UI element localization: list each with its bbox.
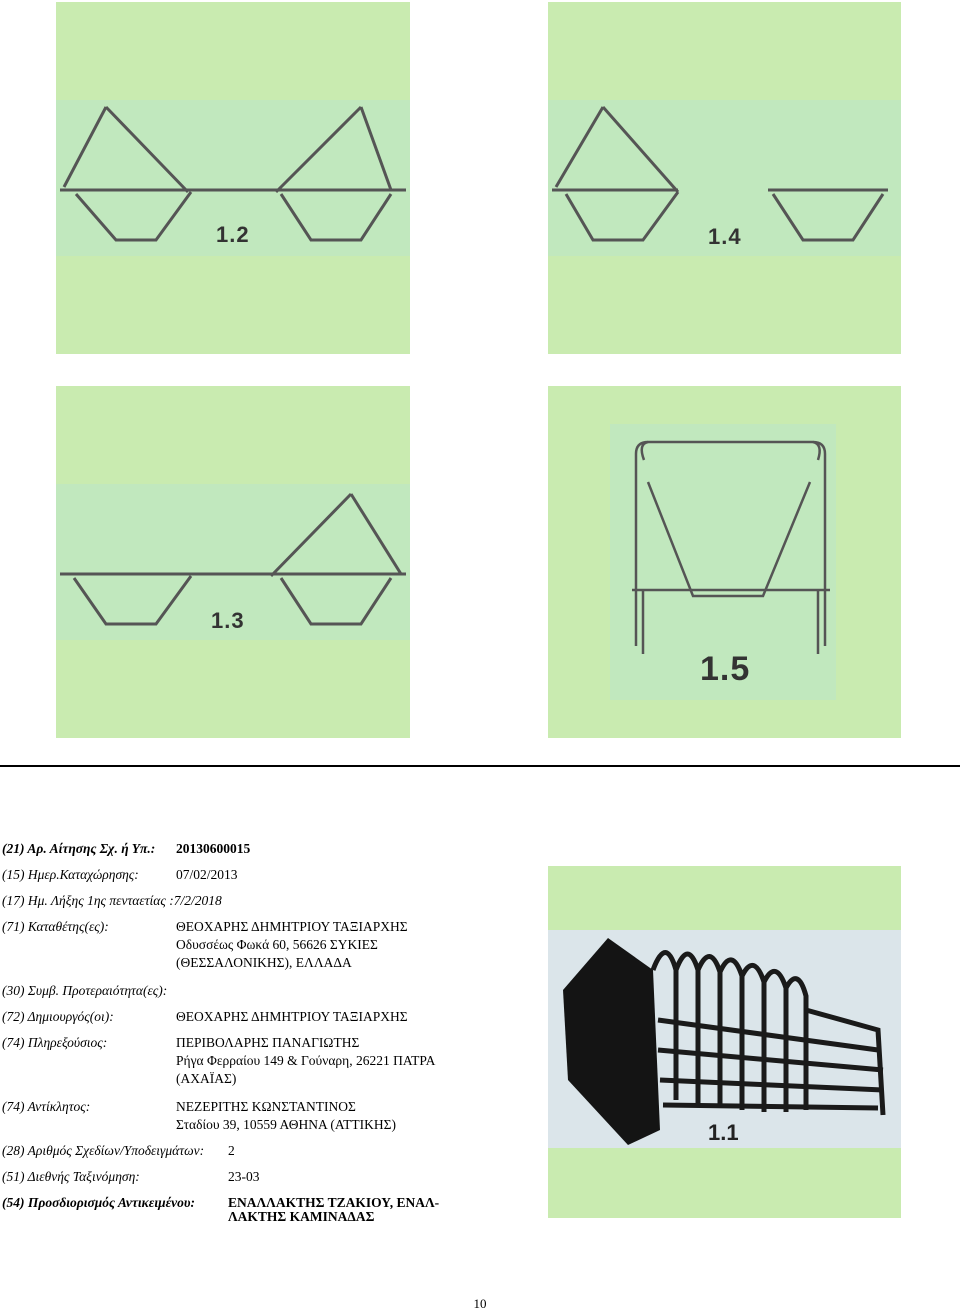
figure-1-2-label: 1.2 [216,222,250,247]
figure-1-3-panel [56,386,410,738]
figure-1-5-label: 1.5 [700,650,751,688]
figure-1-3-label: 1.3 [211,608,245,633]
page-number: 10 [473,1296,487,1311]
section-divider [0,765,960,767]
figure-1-4-drawing [548,2,901,354]
heat-exchanger-photo-drawing [548,930,901,1148]
figure-1-1-panel [548,866,901,1218]
figure-1-2-panel [56,2,410,354]
figure-1-5-panel [548,386,901,738]
figure-1-1-photo [548,930,901,1148]
figure-1-2-drawing [56,2,410,354]
figure-1-4-label: 1.4 [708,224,742,249]
figure-1-3-drawing [56,386,410,738]
figure-1-1-label: 1.1 [708,1120,739,1145]
figure-1-4-panel [548,2,901,354]
